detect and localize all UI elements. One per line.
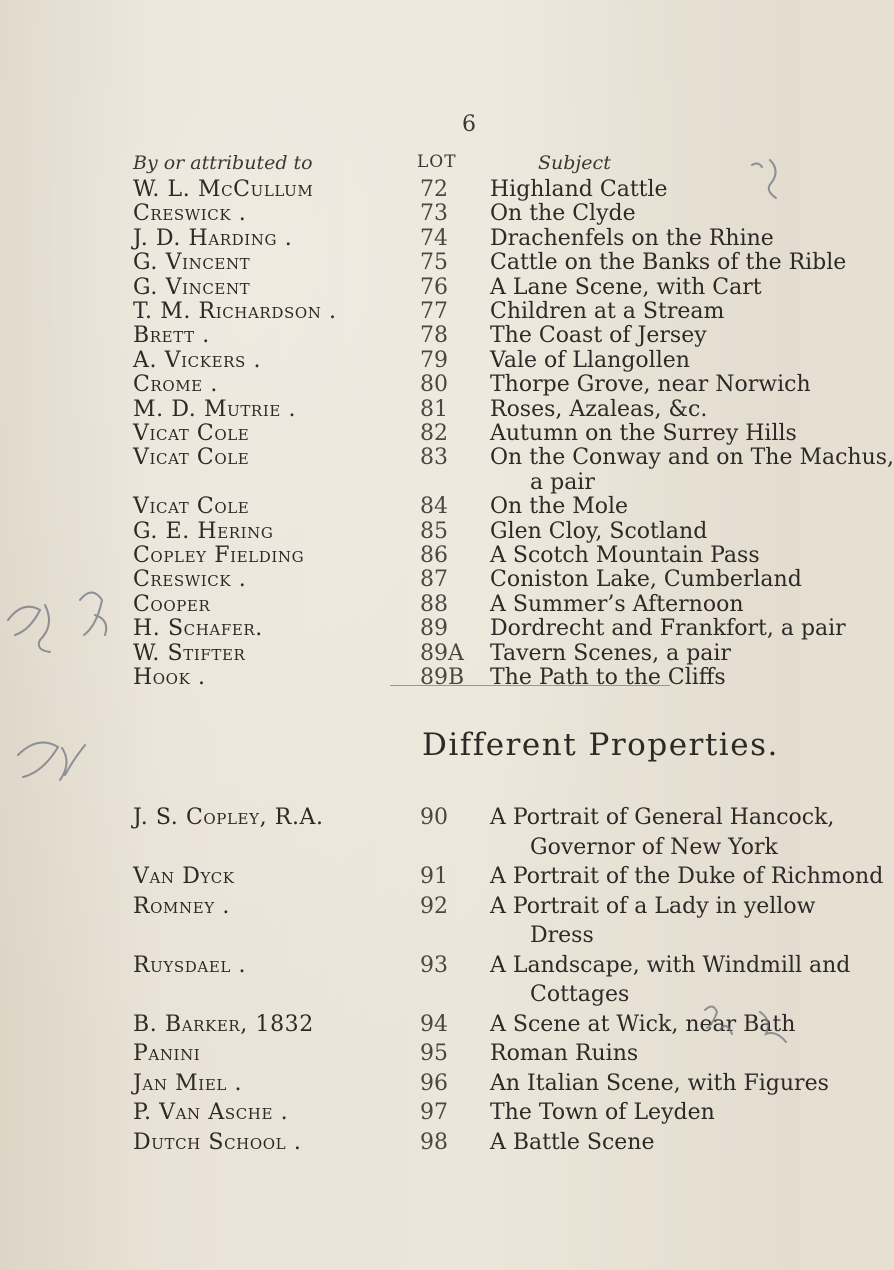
lot-number: 88	[420, 591, 448, 617]
lot-number: 89B	[420, 665, 465, 690]
lot-subject: Roses, Azaleas, &c.	[490, 396, 708, 422]
lot-subject: A Landscape, with Windmill and	[490, 952, 851, 978]
artist-name: Crome .	[133, 372, 218, 398]
lot-row	[0, 1127, 800, 1159]
artist-name: Jan Miel .	[133, 1070, 243, 1096]
lot-row-continuation	[0, 979, 800, 1011]
lot-subject: Cattle on the Banks of the Rible	[490, 250, 847, 276]
lot-subject: On the Mole	[490, 494, 629, 520]
lot-subject-continuation: Dress	[530, 923, 594, 948]
artist-name: M. D. Mutrie .	[133, 396, 297, 422]
lot-number: 94	[420, 1011, 448, 1037]
artist-name: P. Van Asche .	[133, 1100, 289, 1125]
lot-subject: Autumn on the Surrey Hills	[490, 421, 797, 446]
lot-number: 73	[420, 201, 448, 227]
artist-name: Vicat Cole	[133, 445, 250, 471]
lot-number: 90	[420, 805, 448, 830]
artist-name: G. Vincent	[133, 250, 251, 276]
column-header-lot: LOT	[417, 152, 457, 172]
lot-subject: Roman Ruins	[490, 1041, 639, 1066]
lot-subject: Drachenfels on the Rhine	[490, 225, 774, 251]
lot-subject: A Scotch Mountain Pass	[490, 543, 760, 568]
lot-number: 97	[420, 1100, 448, 1125]
lot-subject-continuation: Governor of New York	[530, 834, 778, 860]
column-header-artist: By or attributed to	[133, 152, 313, 174]
lot-row-continuation	[0, 832, 800, 864]
lot-subject: Children at a Stream	[490, 299, 725, 324]
artist-name: A. Vickers .	[133, 347, 262, 373]
lot-row	[0, 950, 851, 982]
lot-number: 81	[420, 396, 448, 422]
lot-number: 77	[420, 299, 448, 324]
lot-subject: An Italian Scene, with Figures	[490, 1070, 829, 1096]
lot-number: 74	[420, 225, 448, 251]
artist-name: Panini	[133, 1041, 201, 1066]
artist-name: Dutch School .	[133, 1129, 302, 1155]
artist-name: G. Vincent	[133, 274, 251, 300]
artist-name: W. L. McCullum	[133, 177, 314, 202]
lot-number: 91	[420, 864, 448, 889]
lot-row-continuation	[0, 920, 800, 952]
artist-name: Cooper	[133, 591, 211, 617]
artist-name: Creswick .	[133, 567, 247, 593]
artist-name: Copley Fielding	[133, 543, 305, 568]
lot-number: 86	[420, 543, 448, 568]
artist-name: G. E. Hering	[133, 518, 274, 544]
lot-number: 84	[420, 494, 448, 520]
lot-subject: The Town of Leyden	[490, 1100, 715, 1125]
section-divider	[390, 685, 670, 686]
pencil-mark-left-3	[18, 743, 85, 781]
lot-number: 96	[420, 1070, 448, 1096]
lot-subject: A Portrait of General Hancock,	[490, 805, 835, 830]
artist-name: J. S. Copley, R.A.	[133, 805, 324, 830]
lot-subject-continuation: Cottages	[530, 982, 630, 1007]
lot-subject: Highland Cattle	[490, 177, 668, 202]
lot-number: 98	[420, 1129, 448, 1155]
artist-name: Creswick .	[133, 201, 247, 227]
artist-name: Ruysdael .	[133, 952, 247, 978]
artist-name: J. D. Harding .	[133, 225, 293, 251]
lot-number: 82	[420, 421, 448, 446]
lot-subject: Vale of Llangollen	[490, 347, 690, 373]
artist-name: B. Barker, 1832	[133, 1011, 314, 1037]
lot-subject: Glen Cloy, Scotland	[490, 518, 708, 544]
lot-number: 89A	[420, 640, 464, 666]
lot-row	[0, 1068, 829, 1100]
artist-name: T. M. Richardson .	[133, 299, 337, 324]
artist-name: Vicat Cole	[133, 494, 250, 520]
lot-row	[0, 1097, 800, 1129]
lot-subject: On the Conway and on The Machus,	[490, 445, 894, 471]
artist-name: H. Schafer.	[133, 616, 263, 642]
lot-number: 75	[420, 250, 448, 276]
lot-number: 89	[420, 616, 448, 642]
artist-name: Hook .	[133, 665, 206, 690]
lot-number: 85	[420, 518, 448, 544]
artist-name: W. Stifter	[133, 640, 246, 666]
lot-number: 72	[420, 177, 448, 202]
lot-number: 79	[420, 347, 448, 373]
lot-number: 87	[420, 567, 448, 593]
lot-subject: Thorpe Grove, near Norwich	[490, 372, 811, 398]
lot-number: 95	[420, 1041, 448, 1066]
lot-subject: A Summer’s Afternoon	[490, 591, 744, 617]
lot-subject: A Scene at Wick, near Bath	[490, 1011, 796, 1037]
lot-subject: Coniston Lake, Cumberland	[490, 567, 802, 593]
lot-number: 93	[420, 952, 448, 978]
lot-row	[0, 891, 816, 923]
column-header-subject: Subject	[538, 152, 611, 174]
page-number: 6	[462, 112, 476, 137]
artist-name: Vicat Cole	[133, 421, 250, 446]
lot-row	[0, 1038, 800, 1070]
lot-subject: Tavern Scenes, a pair	[490, 640, 731, 666]
lot-subject: A Battle Scene	[490, 1129, 655, 1155]
lot-number: 76	[420, 274, 448, 300]
lot-subject: A Portrait of the Duke of Richmond	[490, 864, 884, 889]
lot-number: 92	[420, 893, 448, 919]
lot-row	[0, 802, 835, 834]
lot-row	[0, 662, 800, 694]
lot-row	[0, 1009, 800, 1041]
section-title: Different Properties.	[422, 727, 779, 763]
lot-number: 83	[420, 445, 448, 471]
lot-subject-continuation: a pair	[530, 469, 595, 495]
lot-subject: A Lane Scene, with Cart	[490, 274, 762, 300]
lot-subject: The Coast of Jersey	[490, 323, 707, 349]
lot-row	[0, 861, 884, 893]
artist-name: Brett .	[133, 323, 210, 349]
lot-subject: On the Clyde	[490, 201, 636, 227]
lot-subject: The Path to the Cliffs	[490, 665, 726, 690]
lot-number: 80	[420, 372, 448, 398]
lot-subject: Dordrecht and Frankfort, a pair	[490, 616, 846, 642]
artist-name: Van Dyck	[133, 864, 235, 889]
artist-name: Romney .	[133, 893, 230, 919]
lot-subject: A Portrait of a Lady in yellow	[490, 893, 816, 919]
lot-number: 78	[420, 323, 448, 349]
